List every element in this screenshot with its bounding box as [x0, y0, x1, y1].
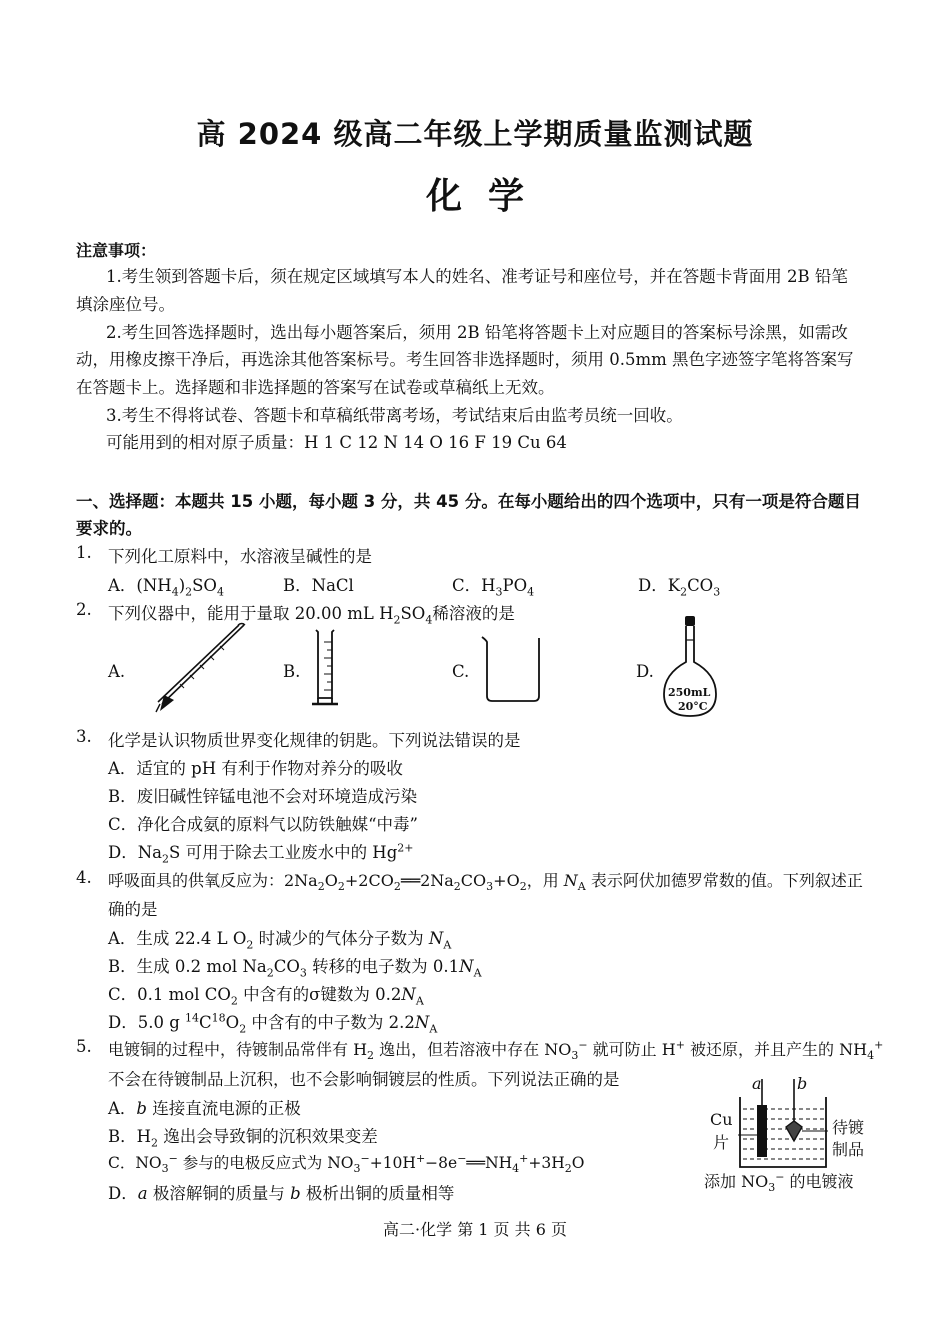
q4-stem-line-1: 呼吸面具的供氧反应为：$2Na_2O_2+2CO_2══2Na_2CO_3+O_2$，用 $N_A$ 表示阿伏加德罗常数的值。下列叙述正	[108, 871, 863, 894]
flask-volume-label: 250mL	[668, 686, 711, 699]
q4-option-d: D．5.0 g $^{14}C^{18}O_2$ 中含有的中子数为 $2.2N_A$	[108, 1011, 438, 1036]
plated-item-label-2: 制品	[832, 1140, 865, 1159]
q4-stem-line-2: 确的是	[108, 900, 158, 919]
q4-number: 4.	[76, 868, 92, 887]
q3-option-b: B．废旧碱性锌锰电池不会对环境造成污染	[108, 787, 418, 806]
q1-option-b: B．NaCl	[283, 576, 354, 595]
section1-heading-line-1: 一、选择题：本题共 15 小题，每小题 3 分，共 45 分。在每小题给出的四个选项中，只有一项是符合题目	[76, 492, 861, 511]
flask-temp-label: 20°C	[678, 700, 708, 713]
q5-stem-line-1: 电镀铜的过程中，待镀制品常伴有 $H_2$ 逸出，但若溶液中存在 $NO_3^-$ 就可防止 H+ 被还原，并且产生的 $NH_4^+$	[108, 1038, 884, 1063]
q2-option-a-label: A.	[108, 662, 126, 681]
notice-item-2-line-3: 在答题卡上。选择题和非选择题的答案写在试卷或草稿纸上无效。	[76, 378, 555, 397]
q4-option-c: C．0.1 mol $CO_2$ 中含有的σ键数为 $0.2N_A$	[108, 985, 424, 1008]
notice-item-2-line-1: 2.考生回答选择题时，选出每小题答案后，须用 2B 铅笔将答题卡上对应题目的答案标号涂黑，如需改	[106, 323, 848, 342]
q1-number: 1.	[76, 543, 92, 562]
notice-item-1-line-1: 1.考生领到答题卡后，须在规定区域填写本人的姓名、准考证号和座位号，并在答题卡背面用 2B 铅笔	[106, 267, 848, 286]
q3-option-a: A．适宜的 pH 有利于作物对养分的吸收	[108, 759, 403, 778]
q3-option-d: D．$Na_2S$ 可用于除去工业废水中的 $Hg^{2+}$	[108, 841, 414, 866]
notice-item-3: 3.考生不得将试卷、答题卡和草稿纸带离考场，考试结束后由监考员统一回收。	[106, 406, 683, 425]
plated-item-label-1: 待镀	[832, 1118, 865, 1137]
notice-heading: 注意事项：	[76, 241, 157, 260]
q3-number: 3.	[76, 727, 92, 746]
q5-option-b: B．$H_2$ 逸出会导致铜的沉积效果变差	[108, 1127, 378, 1150]
notice-item-2-line-2: 动，用橡皮擦干净后，再选涂其他答案标号。考生回答非选择题时，须用 0.5mm 黑色字迹签字笔将答案写	[76, 350, 854, 369]
q4-option-b: B．生成 0.2 mol $Na_2CO_3$ 转移的电子数为 $0.1N_A$	[108, 957, 482, 980]
beaker-image	[480, 634, 546, 704]
q1-option-a: A．$(NH_4)_2SO_4$	[108, 576, 224, 599]
q5-option-d: D．a 极溶解铜的质量与 b 极析出铜的质量相等	[108, 1184, 455, 1203]
pipette-image	[150, 622, 250, 714]
q2-option-d-label: D.	[636, 662, 654, 681]
atomic-masses: 可能用到的相对原子质量：H 1 C 12 N 14 O 16 F 19 Cu 64	[106, 433, 567, 452]
q4-option-a: A．生成 22.4 L $O_2$ 时减少的气体分子数为 $N_A$	[108, 929, 452, 952]
q5-number: 5.	[76, 1037, 92, 1056]
q5-option-c: C．$NO_3^-$ 参与的电极反应式为 $NO_3^-+10H^+-8e^-══NH_4^++3H_2O$	[108, 1151, 585, 1176]
exam-title: 高 2024 级高二年级上学期质量监测试题	[196, 117, 754, 151]
section1-heading-line-2: 要求的。	[76, 519, 142, 538]
electrode-b-label: b	[797, 1074, 808, 1093]
q2-stem: 下列仪器中，能用于量取 20.00 mL $H_2SO_4$稀溶液的是	[108, 604, 515, 627]
electrode-a-label: a	[752, 1074, 762, 1093]
notice-item-1-line-2: 填涂座位号。	[76, 295, 175, 314]
page-footer: 高二·化学 第 1 页 共 6 页	[383, 1220, 567, 1239]
q1-option-c: C．$H_3PO_4$	[452, 576, 535, 599]
graduated-cylinder-image	[310, 628, 340, 708]
q5-option-a: A．b 连接直流电源的正极	[108, 1099, 301, 1118]
q2-number: 2.	[76, 600, 92, 619]
cu-plate-label-2: 片	[713, 1133, 730, 1152]
subject-title: 化学	[425, 176, 550, 217]
q3-option-c: C．净化合成氨的原料气以防铁触媒“中毒”	[108, 815, 418, 834]
q1-stem: 下列化工原料中，水溶液呈碱性的是	[108, 547, 372, 566]
cu-plate-label-1: Cu	[710, 1110, 733, 1129]
electroplating-caption: 添加 $NO_3^-$ 的电镀液	[704, 1170, 854, 1195]
q2-option-c-label: C.	[452, 662, 470, 681]
q2-option-b-label: B.	[283, 662, 301, 681]
q5-stem-line-2: 不会在待镀制品上沉积，也不会影响铜镀层的性质。下列说法正确的是	[108, 1070, 620, 1089]
q1-option-d: D．$K_2CO_3$	[638, 576, 721, 599]
q3-stem: 化学是认识物质世界变化规律的钥匙。下列说法错误的是	[108, 731, 521, 750]
